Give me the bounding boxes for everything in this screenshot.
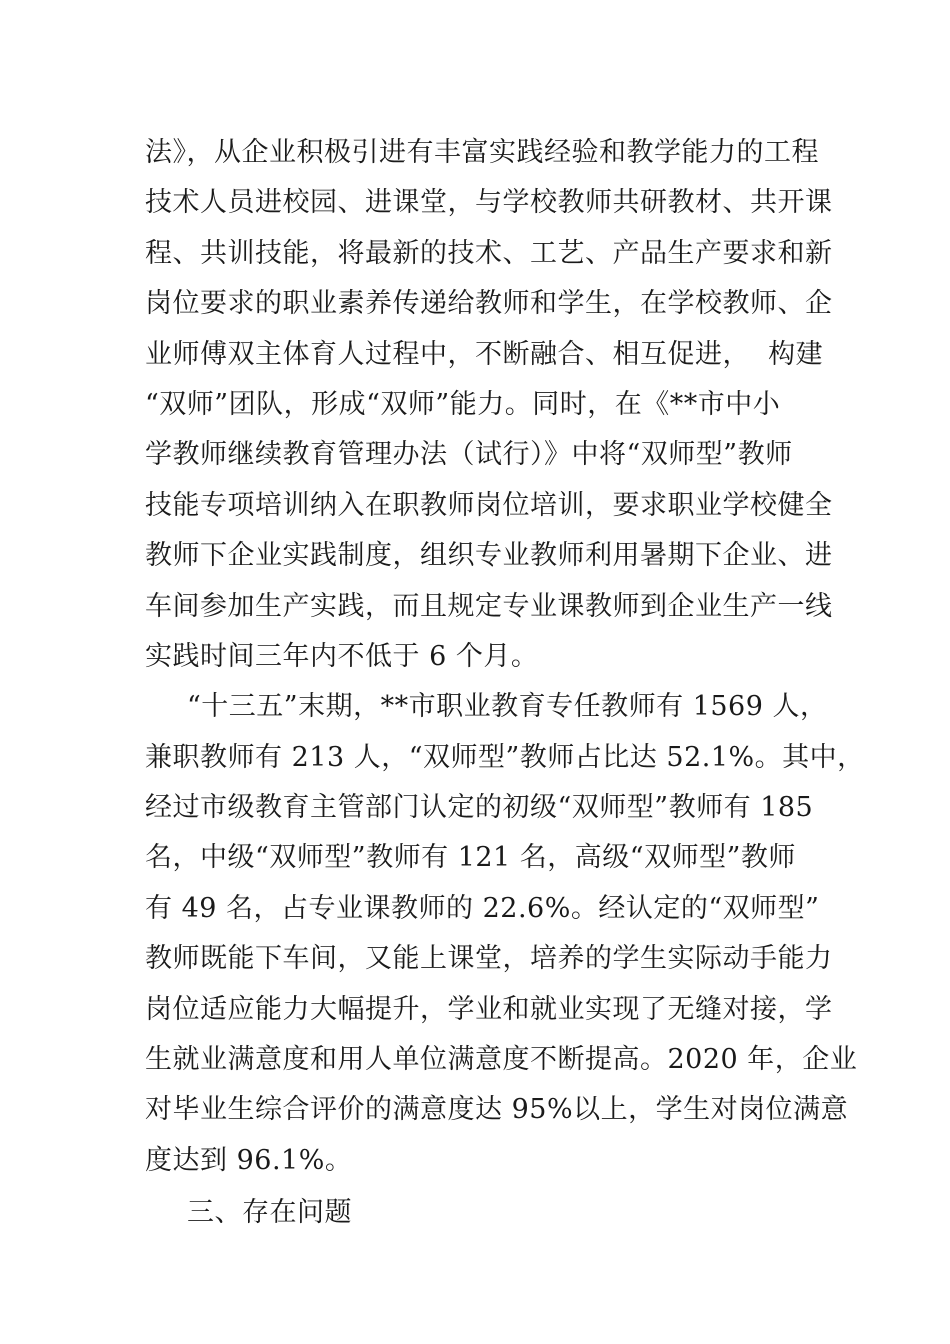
paragraph-2-line: 对毕业生综合评价的满意度达 95%以上，学生对岗位满意 bbox=[145, 1094, 849, 1126]
section-heading: 三、存在问题 bbox=[187, 1197, 352, 1229]
paragraph-1-line: “双师”团队，形成“双师”能力。同时，在《**市中小 bbox=[145, 388, 781, 420]
paragraph-2-line: 岗位适应能力大幅提升，学业和就业实现了无缝对接，学 bbox=[145, 993, 833, 1025]
paragraph-1-line: 学教师继续教育管理办法（试行）》中将“双师型”教师 bbox=[145, 439, 793, 471]
paragraph-1-line: 法》，从企业积极引进有丰富实践经验和教学能力的工程 bbox=[145, 137, 819, 168]
paragraph-1-line: 业师傅双主体育人过程中，不断融合、相互促进， 构建 bbox=[145, 338, 824, 370]
paragraph-2-line: 度达到 96.1%。 bbox=[145, 1144, 353, 1176]
document-body bbox=[145, 128, 865, 1239]
paragraph-1-line: 技能专项培训纳入在职教师岗位培训，要求职业学校健全 bbox=[145, 489, 833, 521]
paragraph-2-line: 经过市级教育主管部门认定的初级“双师型”教师有 185 bbox=[145, 792, 814, 824]
paragraph-1-line: 技术人员进校园、进课堂，与学校教师共研教材、共开课 bbox=[145, 187, 833, 219]
paragraph-1-line: 程、共训技能，将最新的技术、工艺、产品生产要求和新 bbox=[145, 237, 833, 269]
paragraph-1 bbox=[145, 128, 833, 682]
paragraph-1-line: 教师下企业实践制度，组织专业教师利用暑期下企业、进 bbox=[145, 540, 833, 572]
paragraph-1-line: 实践时间三年内不低于 6 个月。 bbox=[145, 640, 539, 672]
paragraph-2-line: “十三五”末期，**市职业教育专任教师有 1569 人， bbox=[187, 691, 828, 723]
paragraph-2 bbox=[145, 682, 865, 1186]
paragraph-2-line: 有 49 名，占专业课教师的 22.6%。经认定的“双师型” bbox=[145, 892, 820, 924]
paragraph-2-line: 教师既能下车间，又能上课堂，培养的学生实际动手能力 bbox=[145, 943, 833, 975]
paragraph-1-line: 岗位要求的职业素养传递给教师和学生，在学校教师、企 bbox=[145, 288, 833, 320]
paragraph-1-line: 车间参加生产实践，而且规定专业课教师到企业生产一线 bbox=[145, 590, 833, 622]
paragraph-2-line: 生就业满意度和用人单位满意度不断提高。2020 年，企业 bbox=[145, 1044, 858, 1076]
paragraph-2-line: 兼职教师有 213 人，“双师型”教师占比达 52.1%。其中， bbox=[145, 741, 865, 773]
paragraph-2-line: 名，中级“双师型”教师有 121 名，高级“双师型”教师 bbox=[145, 842, 796, 874]
section-heading-block bbox=[145, 1188, 810, 1238]
